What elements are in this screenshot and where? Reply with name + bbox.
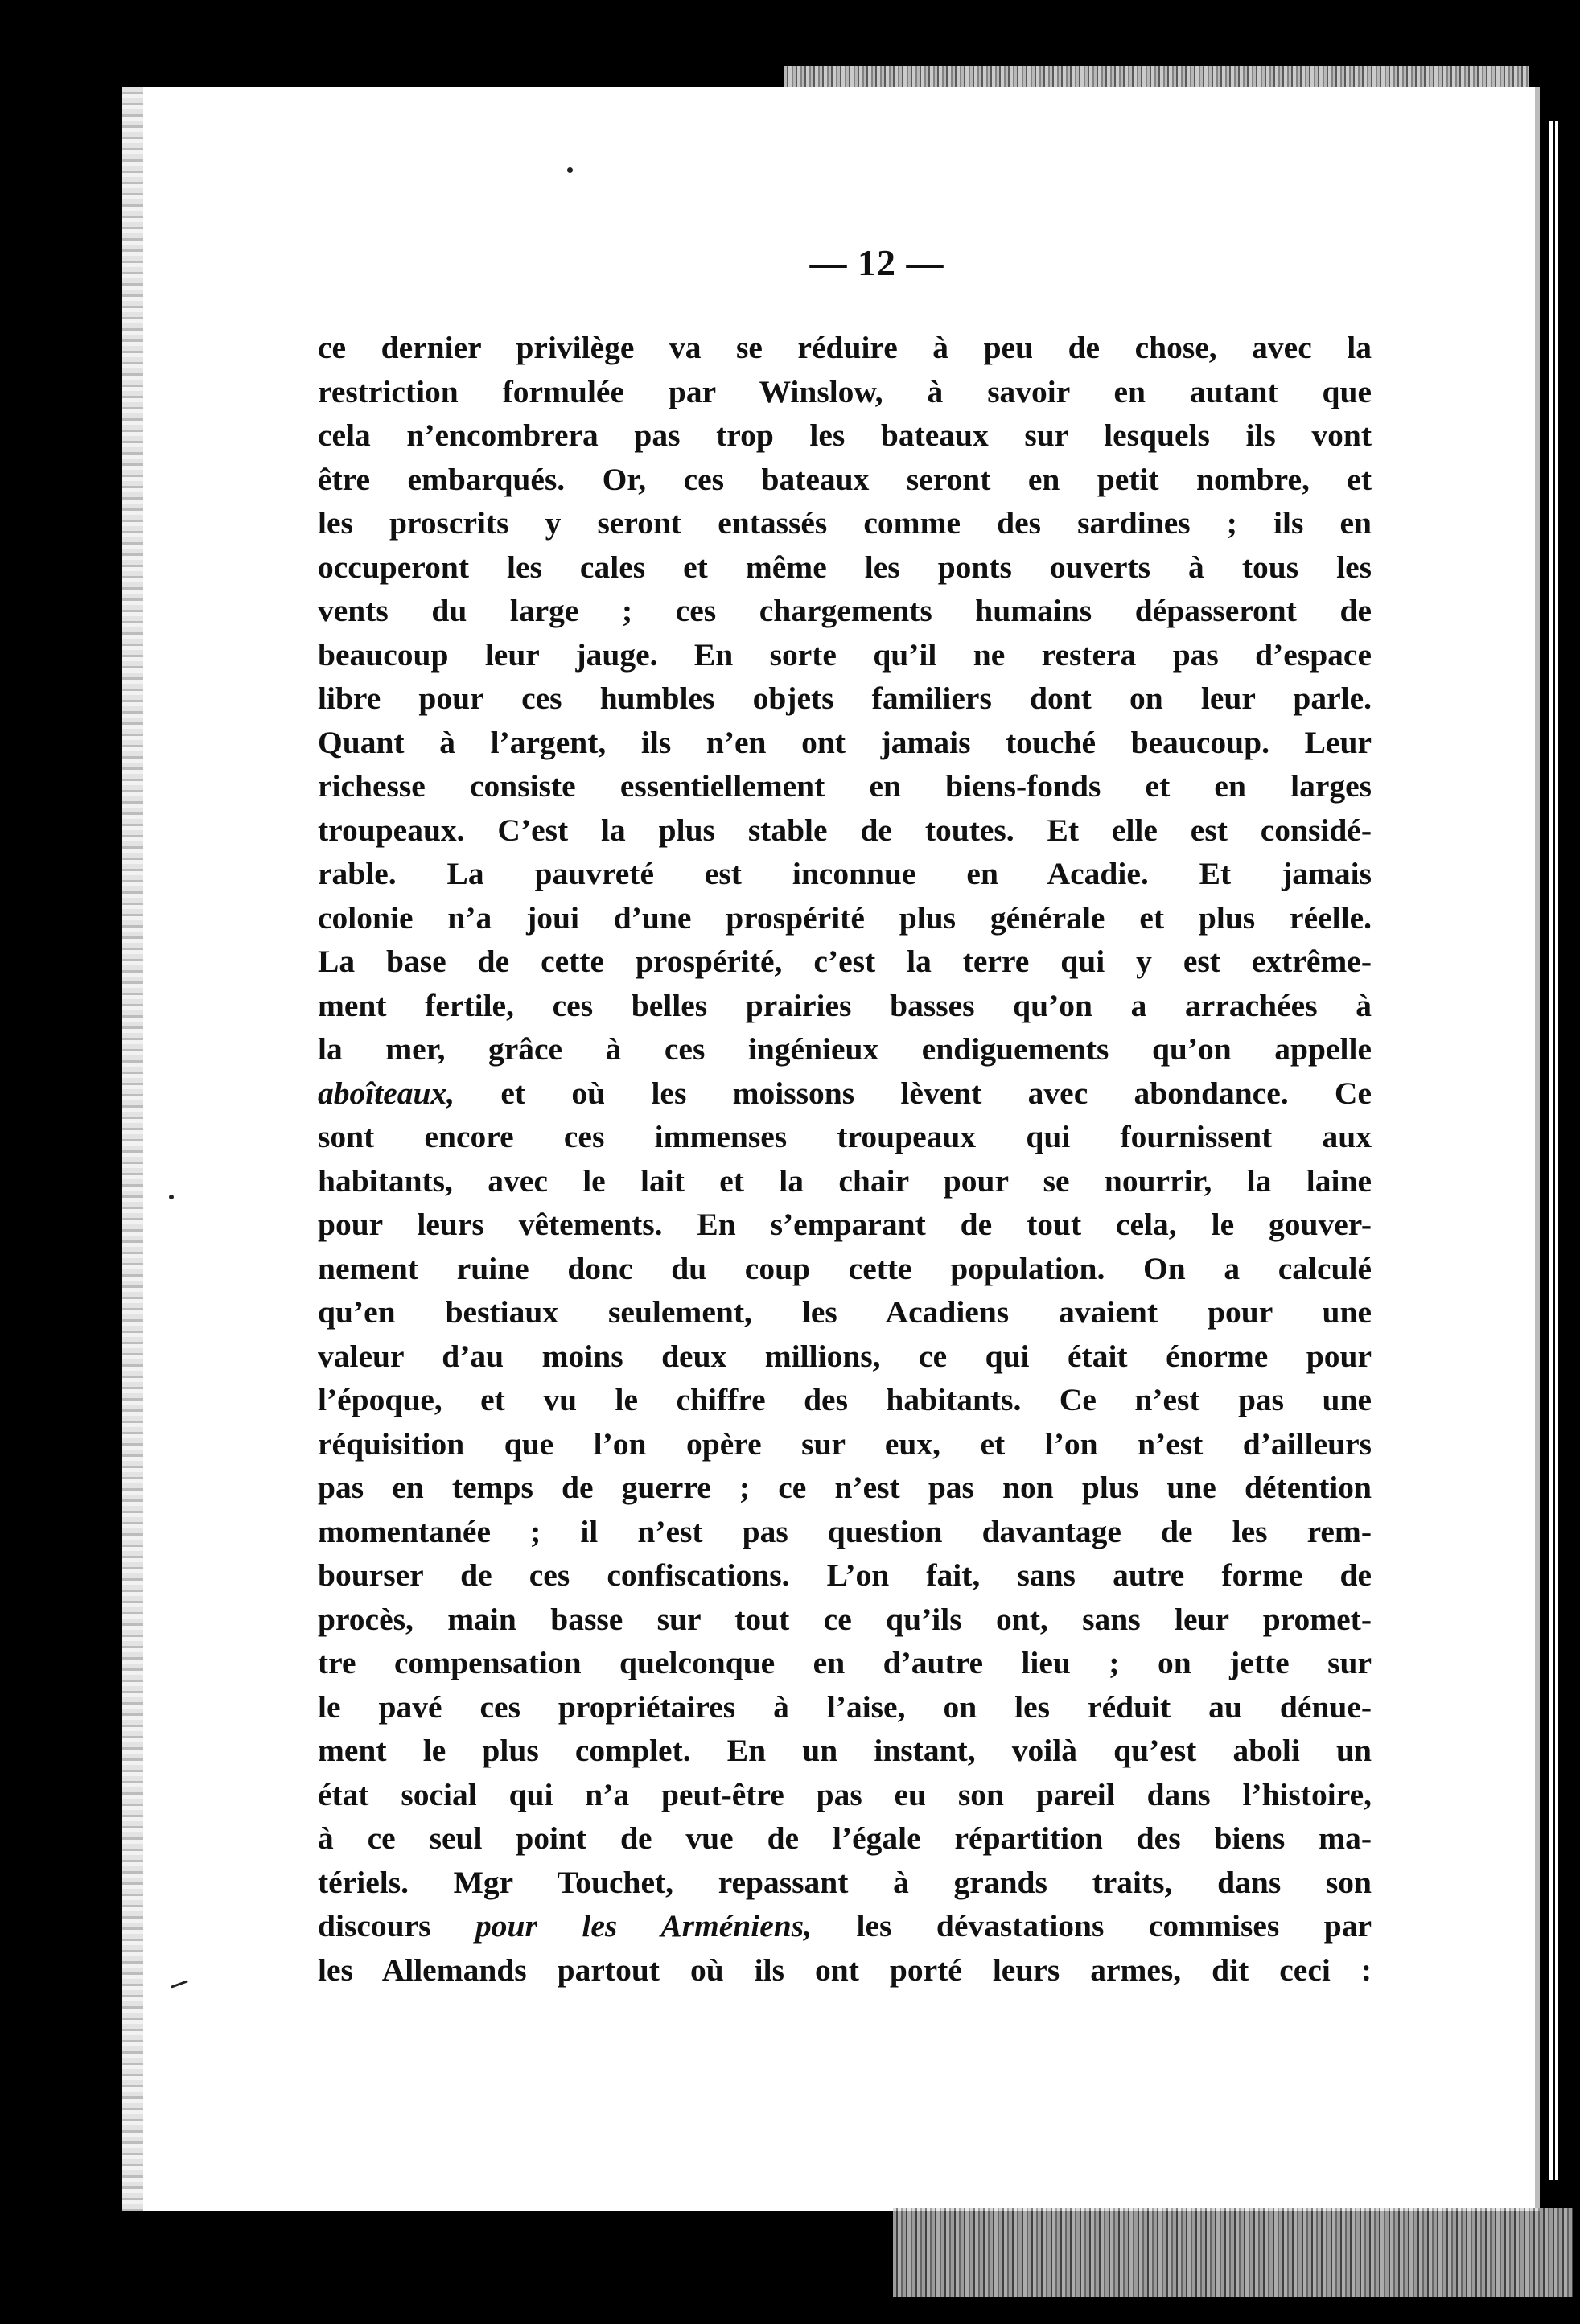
text-line-content: à ce seul point de vue de l’égale répartition des biens ma-	[318, 1820, 1372, 1856]
text-line-content: beaucoup leur jauge. En sorte qu’il ne restera pas d’espace	[318, 636, 1372, 673]
italic-term: aboîteaux,	[318, 1075, 455, 1111]
text-line-content: restriction formulée par Winslow, à savoir en autant que	[318, 373, 1372, 409]
page-left-edge	[122, 87, 143, 2211]
text-line-content: tre compensation quelconque en d’autre lieu ; on jette sur	[318, 1645, 1372, 1680]
text-line	[318, 1773, 1372, 1817]
text-line-content: ment le plus complet. En un instant, voilà qu’est aboli un	[318, 1733, 1372, 1768]
text-line-content: la mer, grâce à ces ingénieux endiguements qu’on appelle	[318, 1031, 1372, 1067]
text-line	[318, 633, 1372, 677]
text-line-content: tériels. Mgr Touchet, repassant à grands traits, dans son	[318, 1864, 1372, 1900]
text-line	[318, 1115, 1372, 1159]
text-line	[318, 370, 1372, 414]
text-line-content: bourser de ces confiscations. L’on fait, sans autre forme de	[318, 1557, 1372, 1593]
text-line-content: les dévastations commises par	[811, 1908, 1372, 1944]
text-line	[318, 1729, 1372, 1773]
text-line	[318, 1072, 1372, 1116]
right-margin-rule	[1553, 121, 1555, 2180]
text-line-content: rable. La pauvreté est inconnue en Acadie. Et jamais	[318, 856, 1372, 891]
text-line	[318, 1948, 1372, 1993]
text-line	[318, 1861, 1372, 1905]
text-line-content: pour leurs vêtements. En s’emparant de tout cela, le gouver-	[318, 1207, 1372, 1242]
text-line	[318, 677, 1372, 721]
text-line	[318, 896, 1372, 940]
text-line-content: richesse consiste essentiellement en biens-fonds et en larges	[318, 768, 1372, 804]
text-line-content: habitants, avec le lait et la chair pour se nourrir, la laine	[318, 1162, 1372, 1199]
text-line	[318, 1203, 1372, 1247]
text-line	[318, 1335, 1372, 1379]
text-line-content: cela n’encombrera pas trop les bateaux sur lesquels ils vont	[318, 417, 1372, 453]
text-line	[318, 589, 1372, 633]
page-number: — 12 —	[809, 242, 944, 283]
text-line	[318, 1466, 1372, 1510]
text-line	[318, 1553, 1372, 1598]
text-line	[318, 1598, 1372, 1642]
scan-noise-bottom	[893, 2208, 1573, 2297]
text-line	[318, 1159, 1372, 1203]
text-line	[318, 545, 1372, 590]
text-line	[318, 940, 1372, 984]
text-line-content: pas en temps de guerre ; ce n’est pas non plus une détention	[318, 1470, 1372, 1505]
text-line-content: ce dernier privilège va se réduire à peu de chose, avec la	[318, 330, 1372, 365]
text-line	[318, 1641, 1372, 1685]
text-line	[318, 852, 1372, 896]
text-line-content: être embarqués. Or, ces bateaux seront en petit nombre, et	[318, 461, 1372, 497]
text-line-content: colonie n’a joui d’une prospérité plus générale et plus réelle.	[318, 899, 1372, 936]
text-line-content: et où les moissons lèvent avec abondance. Ce	[455, 1075, 1372, 1111]
body-text	[318, 326, 1372, 1992]
text-line	[318, 764, 1372, 808]
speck	[169, 1195, 174, 1199]
italic-term: pour les Arméniens,	[475, 1908, 812, 1944]
text-line-content: valeur d’au moins deux millions, ce qui était énorme pour	[318, 1338, 1372, 1374]
text-line	[318, 1247, 1372, 1291]
text-line	[318, 721, 1372, 765]
text-line	[318, 1816, 1372, 1861]
text-line	[318, 326, 1372, 370]
text-line	[318, 501, 1372, 545]
text-line-content: les proscrits y seront entassés comme des sardines ; ils en	[318, 505, 1372, 541]
text-line-content: troupeaux. C’est la plus stable de toutes. Et elle est considé-	[318, 812, 1372, 848]
text-line	[318, 458, 1372, 502]
text-line	[318, 1378, 1372, 1422]
text-line	[318, 1290, 1372, 1335]
text-line-content: procès, main basse sur tout ce qu’ils ont, sans leur promet-	[318, 1601, 1372, 1637]
text-line-content: momentanée ; il n’est pas question davantage de les rem-	[318, 1513, 1372, 1549]
speck	[567, 167, 573, 173]
text-line	[318, 1510, 1372, 1554]
text-line-content: réquisition que l’on opère sur eux, et l’on n’est d’ailleurs	[318, 1425, 1372, 1462]
text-line	[318, 808, 1372, 853]
text-line-content: état social qui n’a peut-être pas eu son pareil dans l’histoire,	[318, 1776, 1372, 1812]
text-line-content: occuperont les cales et même les ponts ouverts à tous les	[318, 549, 1372, 585]
text-line-content: vents du large ; ces chargements humains dépasseront de	[318, 593, 1372, 628]
text-line-content: nement ruine donc du coup cette population. On a calculé	[318, 1250, 1372, 1286]
text-line-content: ment fertile, ces belles prairies basses qu’on a arrachées à	[318, 987, 1372, 1023]
text-line-content: libre pour ces humbles objets familiers dont on leur parle.	[318, 681, 1372, 716]
text-line-content: qu’en bestiaux seulement, les Acadiens avaient pour une	[318, 1294, 1372, 1330]
text-line	[318, 984, 1372, 1028]
text-line	[318, 1685, 1372, 1730]
text-line-content: sont encore ces immenses troupeaux qui fournissent aux	[318, 1119, 1372, 1154]
text-line-content: La base de cette prospérité, c’est la terre qui y est extrême-	[318, 944, 1372, 979]
text-line-content: les Allemands partout où ils ont porté leurs armes, dit ceci :	[318, 1952, 1372, 1988]
text-line	[318, 413, 1372, 458]
text-line	[318, 1422, 1372, 1466]
text-line	[318, 1027, 1372, 1072]
text-line-content: l’époque, et vu le chiffre des habitants. Ce n’est pas une	[318, 1382, 1372, 1417]
text-line-content: Quant à l’argent, ils n’en ont jamais touché beaucoup. Leur	[318, 724, 1372, 760]
text-line-content: le pavé ces propriétaires à l’aise, on les réduit au dénue-	[318, 1688, 1372, 1725]
text-line-pre: discours	[318, 1908, 475, 1944]
text-line	[318, 1904, 1372, 1948]
